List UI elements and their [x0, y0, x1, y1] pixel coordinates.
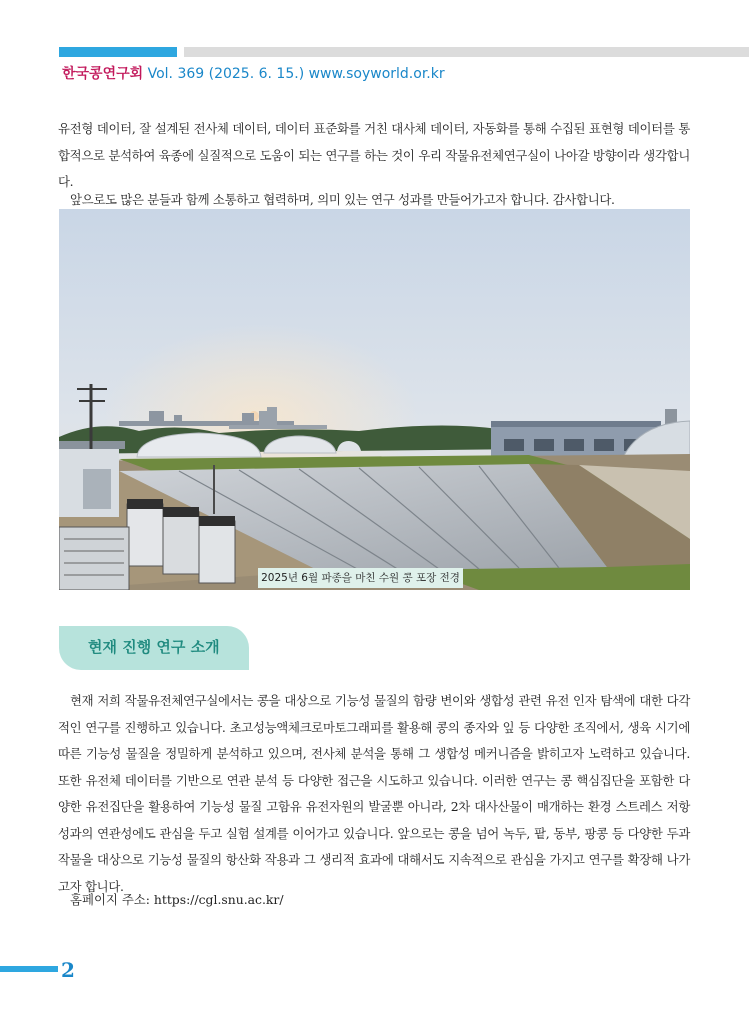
header-accent-bar [59, 47, 177, 57]
header-issue: Vol. 369 (2025. 6. 15.) www.soyworld.or.kr [143, 66, 445, 82]
page-number: 2 [61, 958, 75, 982]
header-org: 한국콩연구회 [62, 66, 144, 82]
body-paragraph-2: 앞으로도 많은 분들과 함께 소통하고 협력하며, 의미 있는 연구 성과를 만들어가고자 합니다. 감사합니다. [70, 192, 615, 207]
field-photo [59, 209, 690, 590]
running-header [62, 63, 445, 83]
homepage-link[interactable]: 홈페이지 주소: https://cgl.snu.ac.kr/ [70, 892, 284, 907]
body-paragraph-3: 현재 저희 작물유전체연구실에서는 콩을 대상으로 기능성 물질의 함량 변이와 생합성 관련 유전 인자 탐색에 대한 다각적인 연구를 진행하고 있습니다. 초고성능액체크로마토그래피를 활용해 콩의 종자와 잎 등 다양한 조직에서, 생육 시기에 따른 기능성 물질을 정밀하게 분석하고 있으며, 전사체 분석을 통해 그 생합성 메커니즘을 밝히고자 노력하고 있습니다. 또한 유전체 데이터를 기반으로 연관 분석 등 다양한 접근을 시도하고 있습니다. 이러한 연구는 콩 핵심집단을 포함한 다양한 유전집단을 활용하여 기능성 물질 고함유 유전자원의 발굴뿐 아니라, 2차 대사산물이 매개하는 환경 스트레스 저항성과의 연관성에도 관심을 두고 실험 설계를 이어가고 있습니다. 앞으로는 콩을 넘어 녹두, 팥, 동부, 팡콩 등 다양한 두과작물을 대상으로 기능성 물질의 항산화 작용과 그 생리적 효과에 대해서도 지속적으로 관심을 가지고 연구를 확장해 나가고자 합니다. [58, 693, 690, 894]
body-paragraph-1: 유전형 데이터, 잘 설계된 전사체 데이터, 데이터 표준화를 거친 대사체 데이터, 자동화를 통해 수집된 표현형 데이터를 통합적으로 분석하여 육종에 실질적으로 도움이 되는 연구를 하는 것이 우리 작물유전체연구실이 나아갈 방향이라 생각합니다. [58, 121, 690, 189]
header-rule [184, 47, 749, 57]
section-title: 현재 진행 연구 소개 [88, 638, 220, 656]
photo-caption: 2025년 6월 파종을 마친 수원 콩 포장 전경 [258, 568, 463, 588]
footer-accent-bar [0, 966, 58, 972]
